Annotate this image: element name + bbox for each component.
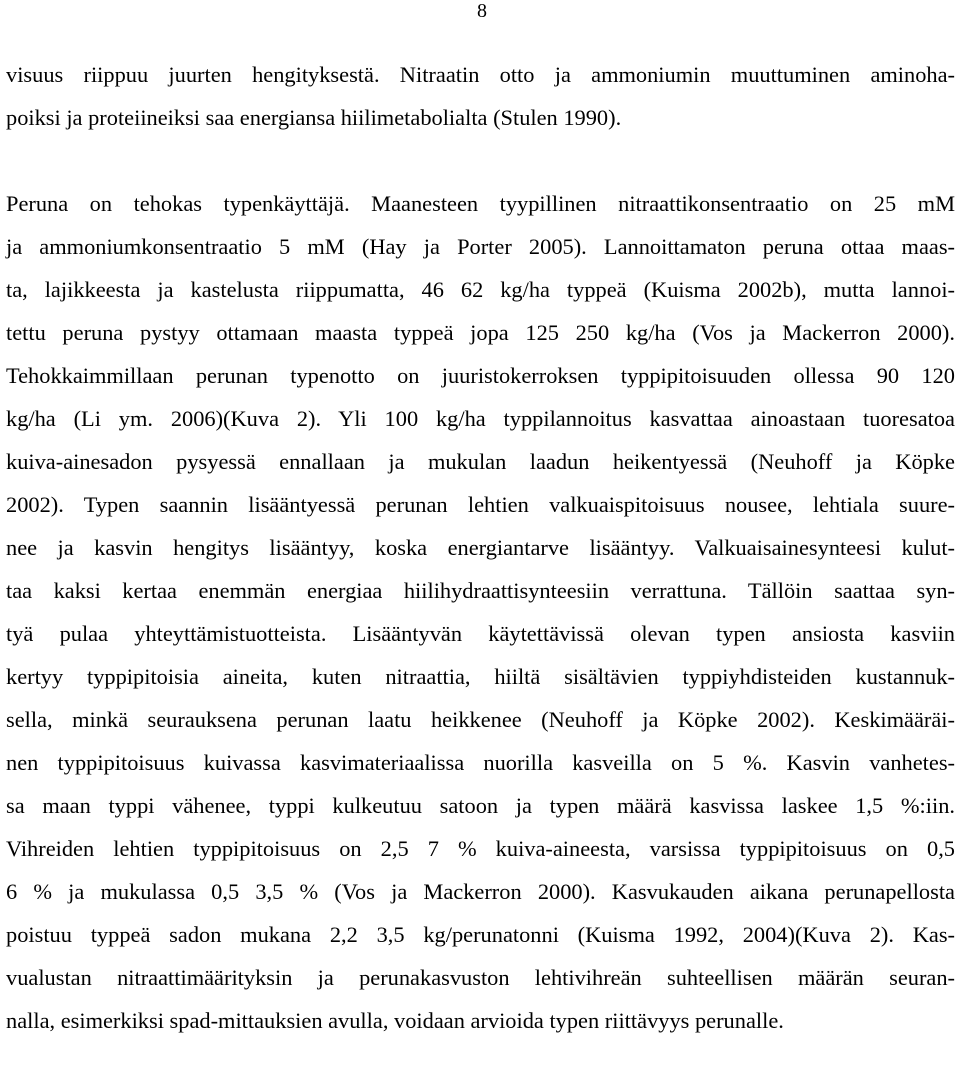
text-line: visuus riippuu juurten hengityksestä. Nitraatin otto ja ammoniumin muuttuminen aminoha- [6, 62, 955, 87]
text-line: vualustan nitraattimäärityksin ja perunakasvuston lehtivihreän suhteellisen määrän seuran- [6, 965, 955, 990]
text-line: nee ja kasvin hengitys lisääntyy, koska energiantarve lisääntyy. Valkuaisainesynteesi kulut- [6, 535, 955, 560]
paragraph-nitrogen-uptake [6, 182, 955, 1042]
text-line: nen typpipitoisuus kuivassa kasvimateriaalissa nuorilla kasveilla on 5 %. Kasvin vanhetes- [6, 750, 955, 775]
text-line: Vihreiden lehtien typpipitoisuus on 2,5 7 % kuiva-aineesta, varsissa typpipitoisuus on 0,5 [6, 836, 955, 861]
text-line: Tehokkaimmillaan perunan typenotto on juuristokerroksen typpipitoisuuden ollessa 90 120 [6, 363, 955, 388]
text-line: poiksi ja proteiineiksi saa energiansa hiilimetabolialta (Stulen 1990). [6, 105, 622, 130]
text-line: kg/ha (Li ym. 2006)(Kuva 2). Yli 100 kg/ha typpilannoitus kasvattaa ainoastaan tuoresatoa [6, 406, 955, 431]
text-line: sa maan typpi vähenee, typpi kulkeutuu satoon ja typen määrä kasvissa laskee 1,5 %:iin. [6, 793, 955, 818]
text-line: taa kaksi kertaa enemmän energiaa hiilihydraattisynteesiin verrattuna. Tällöin saattaa syn- [6, 578, 955, 603]
text-line: ja ammoniumkonsentraatio 5 mM (Hay ja Porter 2005). Lannoittamaton peruna ottaa maas- [6, 234, 955, 259]
page-number: 8 [477, 0, 487, 22]
paragraph-respiration [6, 53, 955, 139]
text-line: 6 % ja mukulassa 0,5 3,5 % (Vos ja Mackerron 2000). Kasvukauden aikana perunapellosta [6, 879, 955, 904]
text-line: tettu peruna pystyy ottamaan maasta typpeä jopa 125 250 kg/ha (Vos ja Mackerron 2000). [6, 320, 955, 345]
text-line: Peruna on tehokas typenkäyttäjä. Maanesteen tyypillinen nitraattikonsentraatio on 25 mM [6, 191, 955, 216]
text-line: ta, lajikkeesta ja kastelusta riippumatta, 46 62 kg/ha typpeä (Kuisma 2002b), mutta lannoi- [6, 277, 955, 302]
text-line: sella, minkä seurauksena perunan laatu heikkenee (Neuhoff ja Köpke 2002). Keskimääräi- [6, 707, 955, 732]
text-line: poistuu typpeä sadon mukana 2,2 3,5 kg/perunatonni (Kuisma 1992, 2004)(Kuva 2). Kas- [6, 922, 955, 947]
text-line: 2002). Typen saannin lisääntyessä perunan lehtien valkuaispitoisuus nousee, lehtiala suure- [6, 492, 955, 517]
text-line: kuiva-ainesadon pysyessä ennallaan ja mukulan laadun heikentyessä (Neuhoff ja Köpke [6, 449, 955, 474]
text-line: kertyy typpipitoisia aineita, kuten nitraattia, hiiltä sisältävien typpiyhdisteiden kustannuk- [6, 664, 955, 689]
text-line: nalla, esimerkiksi spad-mittauksien avulla, voidaan arvioida typen riittävyys perunalle. [6, 1008, 784, 1033]
text-line: tyä pulaa yhteyttämistuotteista. Lisääntyvän käytettävissä olevan typen ansiosta kasviin [6, 621, 955, 646]
